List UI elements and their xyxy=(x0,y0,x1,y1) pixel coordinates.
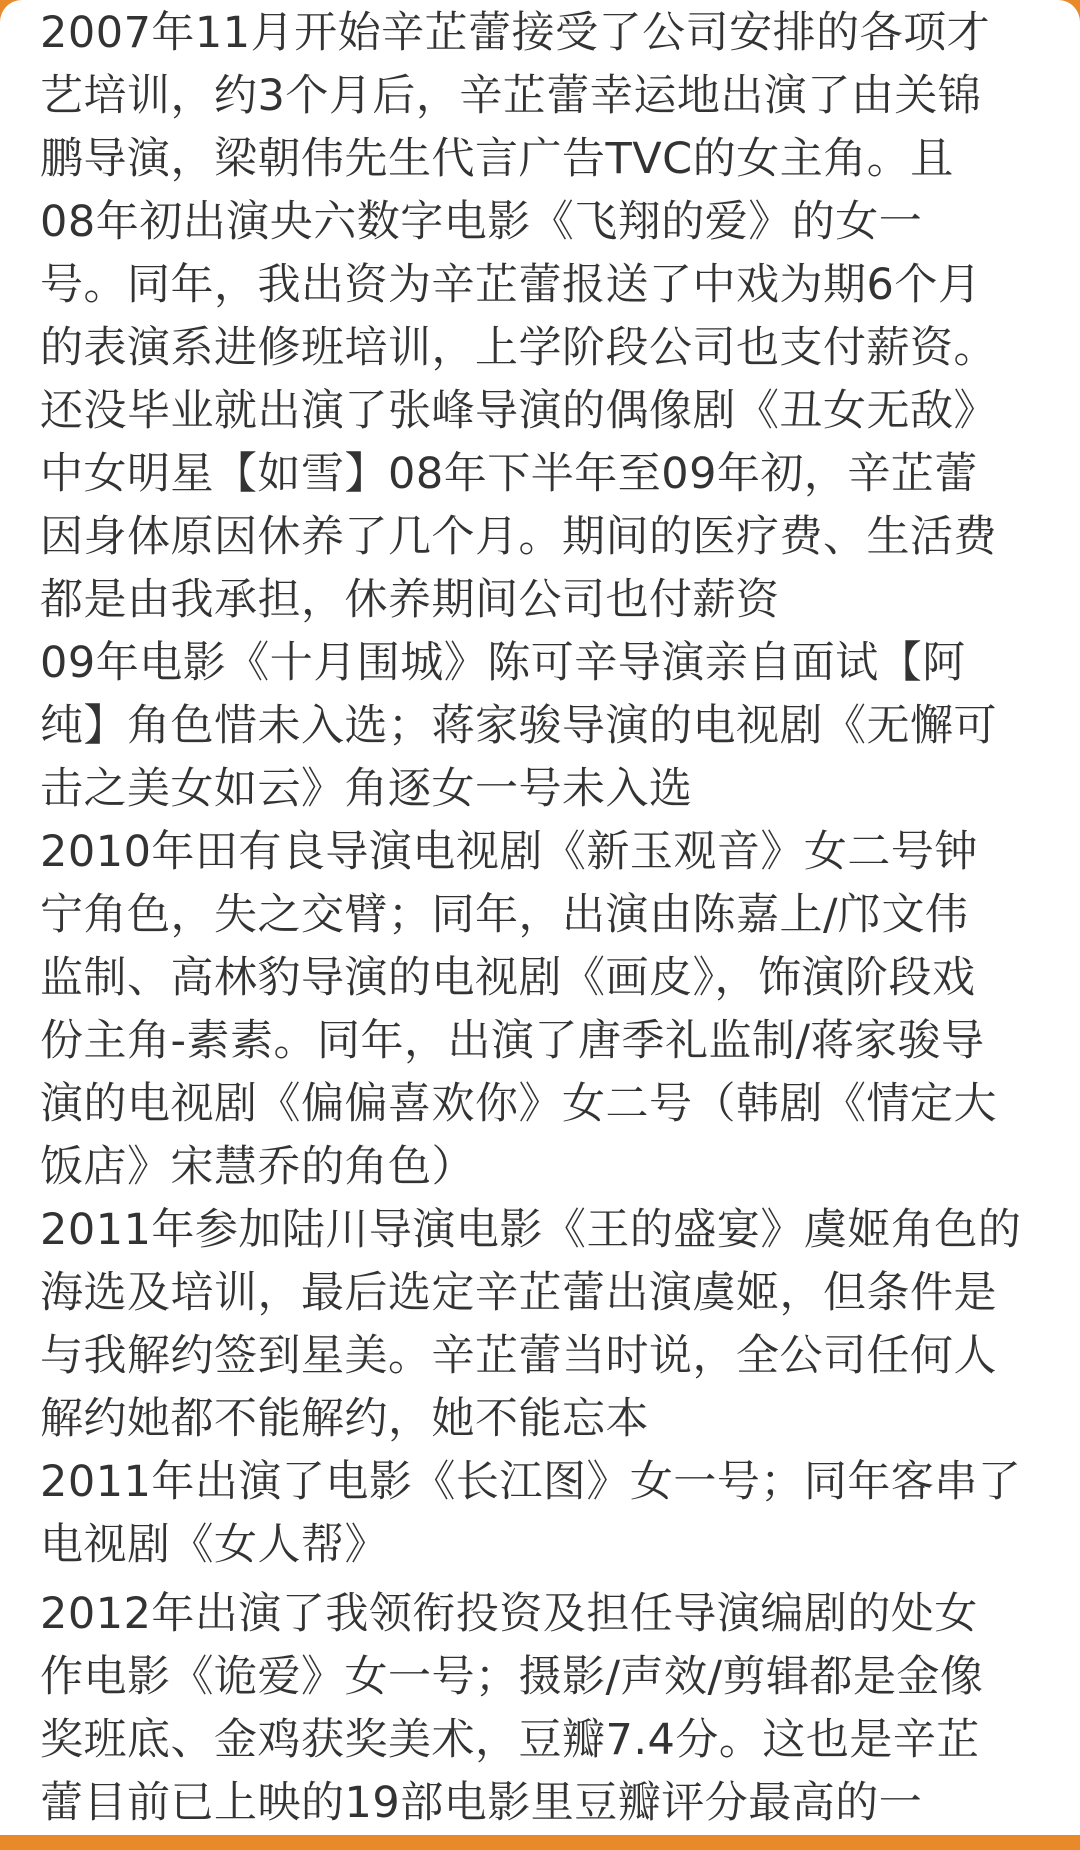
text-line: 中女明星【如雪】08年下半年至09年初，辛芷蕾 xyxy=(40,449,978,499)
text-line: 鹏导演，梁朝伟先生代言广告TVC的女主角。且 xyxy=(40,134,954,184)
text-line: 监制、高林豹导演的电视剧《画皮》，饰演阶段戏 xyxy=(40,953,976,1003)
paragraph xyxy=(40,632,1060,821)
text-line: 号。同年，我出资为辛芷蕾报送了中戏为期6个月 xyxy=(40,260,982,310)
text-line: 击之美女如云》角逐女一号未入选 xyxy=(40,764,693,814)
text-line: 还没毕业就出演了张峰导演的偶像剧《丑女无敌》 xyxy=(40,386,997,436)
text-line: 蕾目前已上映的19部电影里豆瓣评分最高的一 xyxy=(40,1778,923,1828)
text-line: 演的电视剧《偏偏喜欢你》女二号（韩剧《情定大 xyxy=(40,1079,997,1129)
text-line: 饭店》宋慧乔的角色） xyxy=(40,1142,475,1192)
paragraph xyxy=(40,1583,1060,1835)
text-line: 的表演系进修班培训，上学阶段公司也支付薪资。 xyxy=(40,323,997,373)
text-line: 都是由我承担，休养期间公司也付薪资 xyxy=(40,575,780,625)
text-line: 宁角色，失之交臂；同年，出演由陈嘉上/邝文伟 xyxy=(40,890,969,940)
text-line: 2007年11月开始辛芷蕾接受了公司安排的各项才 xyxy=(40,8,991,58)
text-line: 艺培训，约3个月后，辛芷蕾幸运地出演了由关锦 xyxy=(40,71,982,121)
text-line: 奖班底、金鸡获奖美术，豆瓣7.4分。这也是辛芷 xyxy=(40,1715,980,1765)
text-line: 2011年出演了电影《长江图》女一号；同年客串了 xyxy=(40,1457,1022,1507)
text-line: 09年电影《十月围城》陈可辛导演亲自面试【阿 xyxy=(40,638,966,688)
text-line: 08年初出演央六数字电影《飞翔的爱》的女一 xyxy=(40,197,923,247)
text-line: 解约她都不能解约，她不能忘本 xyxy=(40,1394,649,1444)
text-line: 因身体原因休养了几个月。期间的医疗费、生活费 xyxy=(40,512,997,562)
paragraph xyxy=(40,1199,1060,1451)
text-line: 与我解约签到星美。辛芷蕾当时说，全公司任何人 xyxy=(40,1331,997,1381)
text-line: 作电影《诡爱》女一号；摄影/声效/剪辑都是金像 xyxy=(40,1652,984,1702)
text-line: 份主角-素素。同年，出演了唐季礼监制/蒋家骏导 xyxy=(40,1016,985,1066)
text-line: 2010年田有良导演电视剧《新玉观音》女二号钟 xyxy=(40,827,978,877)
paragraph xyxy=(40,2,1060,632)
text-line: 纯】角色惜未入选；蒋家骏导演的电视剧《无懈可 xyxy=(40,701,997,751)
text-line: 海选及培训，最后选定辛芷蕾出演虞姬，但条件是 xyxy=(40,1268,997,1318)
paragraph xyxy=(40,821,1060,1199)
paragraph xyxy=(40,1451,1060,1577)
text-line: 2012年出演了我领衔投资及担任导演编剧的处女 xyxy=(40,1589,978,1639)
text-line: 2011年参加陆川导演电影《王的盛宴》虞姬角色的 xyxy=(40,1205,1022,1255)
text-line: 电视剧《女人帮》 xyxy=(40,1520,388,1570)
